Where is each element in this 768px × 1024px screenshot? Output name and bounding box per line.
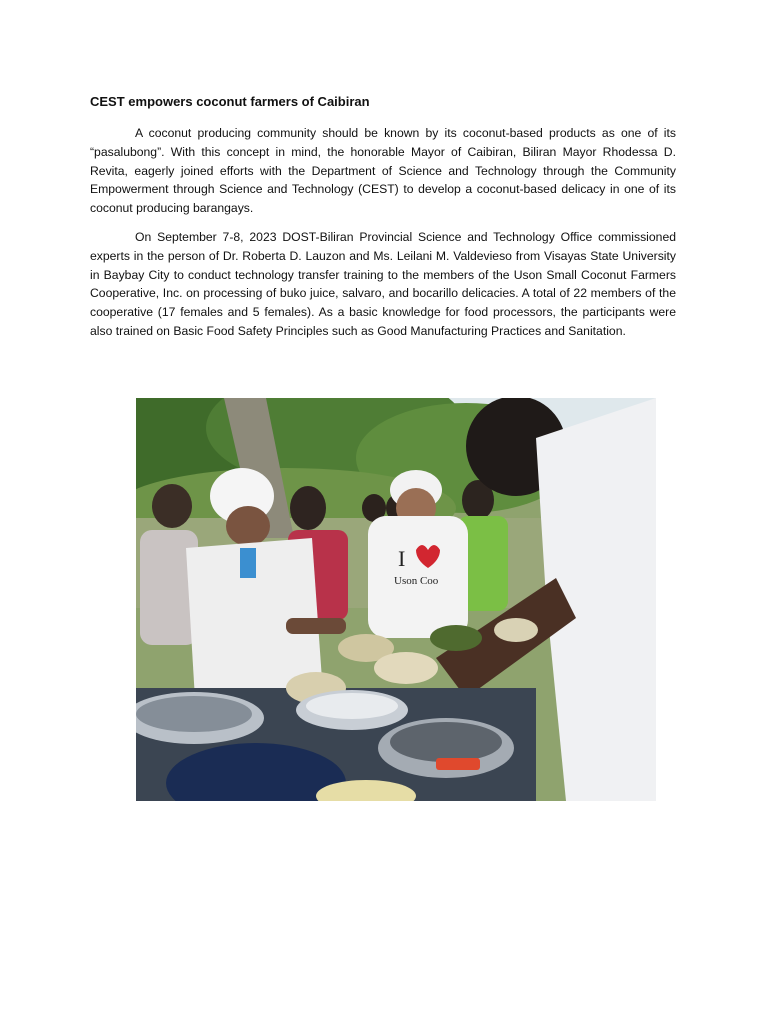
shirt-print-text: I [398, 546, 406, 571]
training-photo-illustration [136, 398, 656, 801]
article-title: CEST empowers coconut farmers of Caibiran [90, 94, 370, 109]
article-paragraph-1: A coconut producing community should be known by its coconut-based products as one of its “pasalubong”. With this concept in mind, the honorable Mayor of Caibiran, Biliran Mayor Rhodessa D. Revita, eagerly joined efforts with the Department of Science and Technology through the Community Empowerment through Science and Technology (CEST) to develop a coconut-based delicacy in one of its coconut producing barangays. [90, 126, 676, 216]
shirt-print-subtext: Uson Coo [394, 575, 439, 587]
article-paragraph-2: On September 7-8, 2023 DOST-Biliran Provincial Science and Technology Office commissioned experts in the person of Dr. Roberta D. Lauzon and Ms. Leilani M. Valdevieso from Visayas State University in Baybay City to conduct technology transfer training to the members of the Uson Small Coconut Farmers Cooperative, Inc. on processing of buko juice, salvaro, and bocarillo delicacies. A total of 22 members of the cooperative (17 females and 5 females). As a basic knowledge for food processors, the participants were also trained on Basic Food Safety Principles such as Good Manufacturing Practices and Sanitation. [90, 230, 676, 338]
training-photo [136, 398, 656, 801]
